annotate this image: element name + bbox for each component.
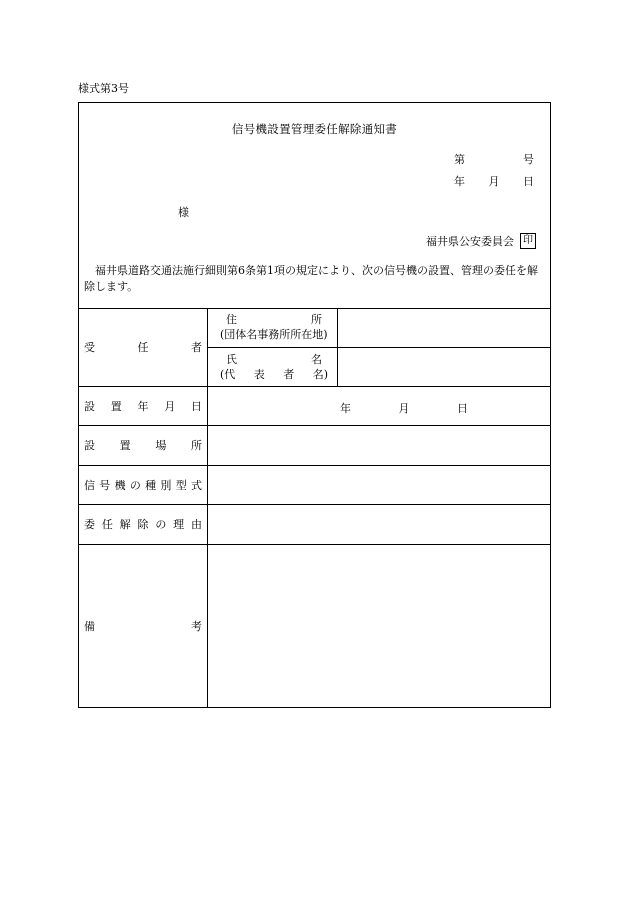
document-number[interactable] xyxy=(454,151,534,167)
sublabel-char: 者 xyxy=(283,368,295,381)
reason-label xyxy=(84,504,202,544)
label-char: 場 xyxy=(155,439,167,452)
issuer-name: 福井県公安委員会 xyxy=(426,235,514,248)
label-char: 考 xyxy=(191,620,202,633)
body-paragraph: 福井県道路交通法施行細則第6条第1項の規定により、次の信号機の設置、管理の委任を解除します。 xyxy=(84,264,538,293)
sublabel-char: 氏 xyxy=(226,353,237,366)
label-char: 設 xyxy=(84,399,95,413)
name-sublabel xyxy=(220,352,328,382)
label-char: 機 xyxy=(114,478,126,492)
install-place-label xyxy=(84,425,202,465)
remarks-label xyxy=(84,544,202,708)
label-char: 年 xyxy=(137,399,149,413)
form-number: 様式第3号 xyxy=(78,82,129,95)
label-char: 受 xyxy=(84,341,95,354)
label-char: 除 xyxy=(137,518,149,531)
label-char: 任 xyxy=(101,518,113,531)
document-title: 信号機設置管理委任解除通知書 xyxy=(231,122,398,136)
addressee-suffix[interactable]: 様 xyxy=(178,206,189,219)
sublabel-char: 表 xyxy=(253,368,265,381)
address-field[interactable] xyxy=(338,308,550,347)
label-char: 任 xyxy=(137,341,149,354)
sublabel-char: (代 xyxy=(220,368,236,381)
issue-date[interactable] xyxy=(454,173,534,189)
issuer-block xyxy=(426,233,536,249)
label-char: 理 xyxy=(173,518,185,531)
label-char: 置 xyxy=(110,399,122,413)
install-date-field[interactable] xyxy=(340,400,468,416)
label-char: 日 xyxy=(191,399,202,413)
signal-type-field[interactable] xyxy=(208,465,550,504)
address-sublabel xyxy=(220,312,328,342)
label-char: 由 xyxy=(190,518,202,531)
signal-type-label xyxy=(84,465,202,504)
label-char: 所 xyxy=(190,439,202,452)
date-day-unit: 日 xyxy=(457,402,468,415)
address-sublabel-bottom: (団体名事務所所在地) xyxy=(220,328,328,341)
install-date-label xyxy=(84,386,202,425)
label-char: 置 xyxy=(119,439,131,452)
delegate-label xyxy=(84,308,202,386)
seal-stamp-icon: 印 xyxy=(520,233,536,249)
remarks-field[interactable] xyxy=(208,544,550,708)
label-char: 者 xyxy=(191,341,202,354)
issue-day: 日 xyxy=(523,175,534,188)
label-char: 委 xyxy=(84,518,95,531)
reason-field[interactable] xyxy=(208,504,550,544)
name-field[interactable] xyxy=(338,348,550,386)
date-year-unit: 年 xyxy=(340,402,351,415)
number-prefix: 第 xyxy=(454,153,465,166)
label-char: 月 xyxy=(164,399,176,413)
issue-year: 年 xyxy=(454,175,465,188)
sublabel-char: 名) xyxy=(312,368,328,381)
sublabel-char: 名 xyxy=(311,353,322,366)
label-char: 号 xyxy=(99,478,111,492)
label-char: 別 xyxy=(160,478,172,492)
label-char: 種 xyxy=(145,478,157,492)
label-char: の xyxy=(155,518,167,531)
label-char: 解 xyxy=(119,518,131,531)
label-char: 備 xyxy=(84,620,95,633)
number-suffix: 号 xyxy=(523,153,534,166)
label-char: 型 xyxy=(175,478,187,492)
label-char: の xyxy=(129,478,141,492)
label-char: 信 xyxy=(84,478,95,492)
date-month-unit: 月 xyxy=(398,402,410,415)
sublabel-char: 所 xyxy=(311,313,322,326)
sublabel-char: 住 xyxy=(226,313,237,326)
label-char: 設 xyxy=(84,439,95,452)
install-place-field[interactable] xyxy=(208,425,550,465)
issue-month: 月 xyxy=(488,175,500,188)
label-char: 式 xyxy=(190,478,202,492)
form-frame xyxy=(78,102,551,708)
